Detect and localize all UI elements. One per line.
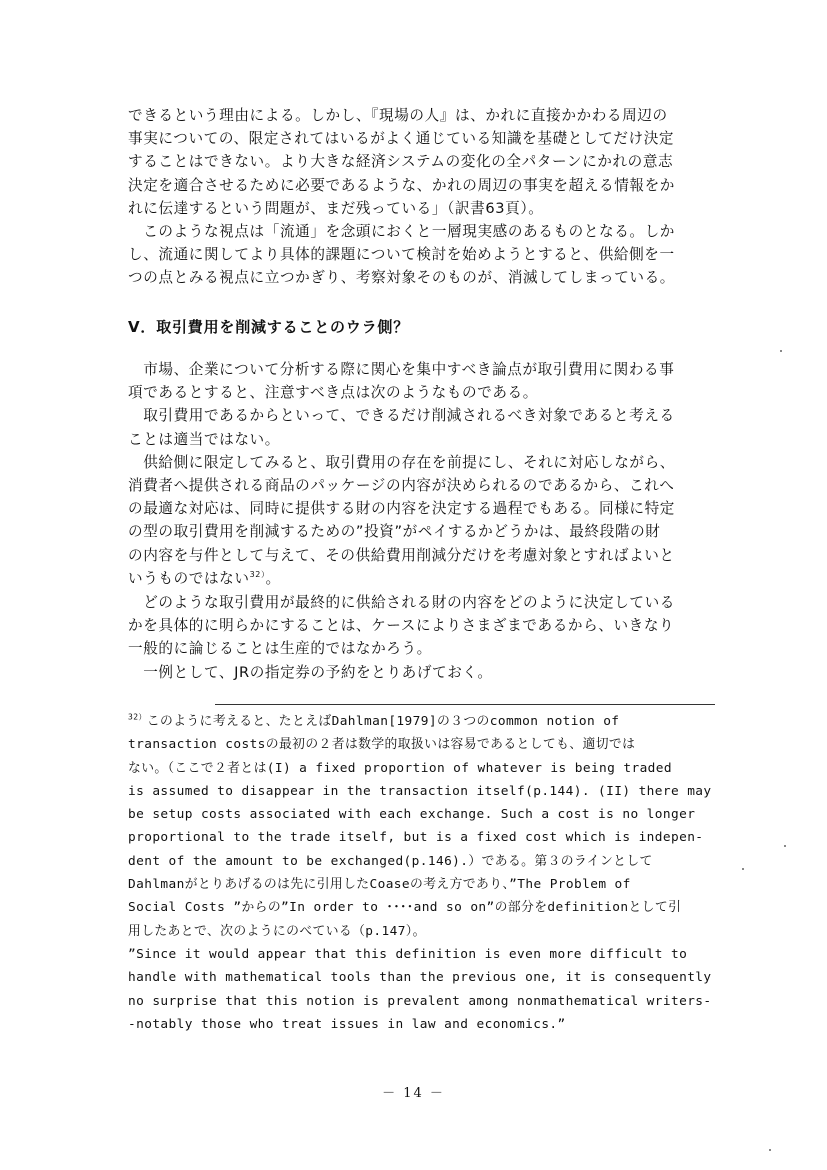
- footnote-line: ない。（ここで２者とは(I) a fixed proportion of whatever is being traded: [128, 760, 672, 776]
- text-line: [128, 567, 718, 590]
- footnote-line: no surprise that this notion is prevalent among nonmathematical writers-: [128, 993, 712, 1009]
- footnote-line: is assumed to disappear in the transaction itself(p.144). (II) there may: [128, 783, 712, 799]
- text-line: の型の取引費用を削減するための”投資”がペイするかどうかは、最終段階の財: [128, 523, 661, 541]
- text-line: 一般的に論じることは生産的ではなかろう。: [128, 640, 432, 658]
- footnote-line: handle with mathematical tools than the previous one, it is consequently: [128, 970, 712, 986]
- text-line: することはできない。より大きな経済システムの変化の全パターンにかれの意志: [128, 153, 674, 171]
- text-line: 一例として、JRの指定券の予約をとりあげておく。: [128, 663, 493, 681]
- footnote-line: [128, 710, 723, 733]
- text-line: 消費者へ提供される商品のパッケージの内容が決められるのであるから、これへ: [128, 477, 675, 495]
- text-line: 市場、企業について分析する際に関心を集中すべき論点が取引費用に関わる事: [128, 361, 675, 378]
- scan-speckle: [769, 1149, 771, 1151]
- scan-speckle: [742, 868, 744, 870]
- scan-speckle: [780, 350, 782, 352]
- footnote-line: ”Since it would appear that this definition is even more difficult to: [128, 946, 688, 962]
- paragraph-transaction-costs: [128, 358, 718, 590]
- footnote-line: Dahlmanがとりあげるのは先に引用したCoaseの考え方であり、”The Problem of: [128, 877, 631, 893]
- text-fragment: このように考えると、たとえばDahlman[1979]の３つのcommon notion of: [146, 714, 620, 729]
- footnote-line: be setup costs associated with each exchange. Such a cost is no longer: [128, 807, 696, 823]
- text-line: し、流通に関してより具体的課題について検討を始めようとすると、供給側を一: [128, 246, 675, 264]
- footnote-line: proportional to the trade itself, but is a fixed cost which is indepen-: [128, 830, 704, 846]
- footnote-32: [128, 710, 723, 1036]
- text-line: の最適な対応は、同時に提供する財の内容を決定する過程でもある。同様に特定: [128, 500, 675, 518]
- text-line: 供給側に限定してみると、取引費用の存在を前提にし、それに対応しながら、: [128, 453, 675, 471]
- text-line: つの点とみる視点に立つかぎり、考察対象そのものが、消滅してしまっている。: [128, 269, 675, 287]
- section-heading: Ⅴ．取引費用を削減することのウラ側？: [128, 318, 410, 336]
- text-line: の内容を与件として与えて、その供給費用削減分だけを考慮対象とすればよいと: [128, 546, 675, 564]
- footnote-line: dent of the amount to be exchanged(p.146).）である。第３のラインとして: [128, 853, 653, 869]
- scan-speckle: [784, 845, 786, 847]
- page-number: － 14 －: [382, 1086, 445, 1101]
- text-line: できるという理由による。しかし、『現場の人』は、かれに直接かかわる周辺の: [128, 107, 668, 124]
- footnote-separator: [215, 704, 715, 705]
- footnote-line: transaction costsの最初の２者は数学的取扱いは容易であるとしても、適切では: [128, 737, 636, 753]
- footnote-line: 用したあとで、次のようにのべている（p.147）。: [128, 923, 426, 939]
- text-line: 取引費用であるからといって、できるだけ削減されるべき対象であると考える: [128, 407, 675, 425]
- text-line: かを具体的に明らかにすることは、ケースによりさまざまであるから、いきなり: [128, 617, 675, 635]
- text-line: どのような取引費用が最終的に供給される財の内容をどのように決定している: [128, 594, 675, 611]
- text-line: ことは適当ではない。: [128, 430, 280, 448]
- text-line: 決定を適合させるために必要であるような、かれの周辺の事実を超える情報をか: [128, 176, 675, 194]
- paragraph-intro: [128, 104, 718, 290]
- footnote-line: -notably those who treat issues in law and economics.”: [128, 1016, 566, 1032]
- footnote-marker: 32）: [128, 712, 147, 722]
- text-fragment: いうものではない: [128, 569, 250, 587]
- text-line: 項であるとすると、注意すべき点は次のようなものである。: [128, 384, 538, 402]
- text-line: 事実についての、限定されてはいるがよく通じている知識を基礎としてだけ決定: [128, 130, 675, 148]
- text-line: このような視点は「流通」を念頭におくと一層現実感のあるものとなる。しか: [128, 223, 675, 241]
- paragraph-example: [128, 591, 718, 684]
- footnote-line: Social Costs ”からの”In order to ････and so on”の部分をdefinitionとして引: [128, 900, 682, 916]
- footnote-reference[interactable]: 32）: [249, 569, 266, 579]
- text-fragment: 。: [265, 569, 281, 587]
- text-line: れに伝達するという問題が、まだ残っている」（訳書63頁）。: [128, 199, 544, 217]
